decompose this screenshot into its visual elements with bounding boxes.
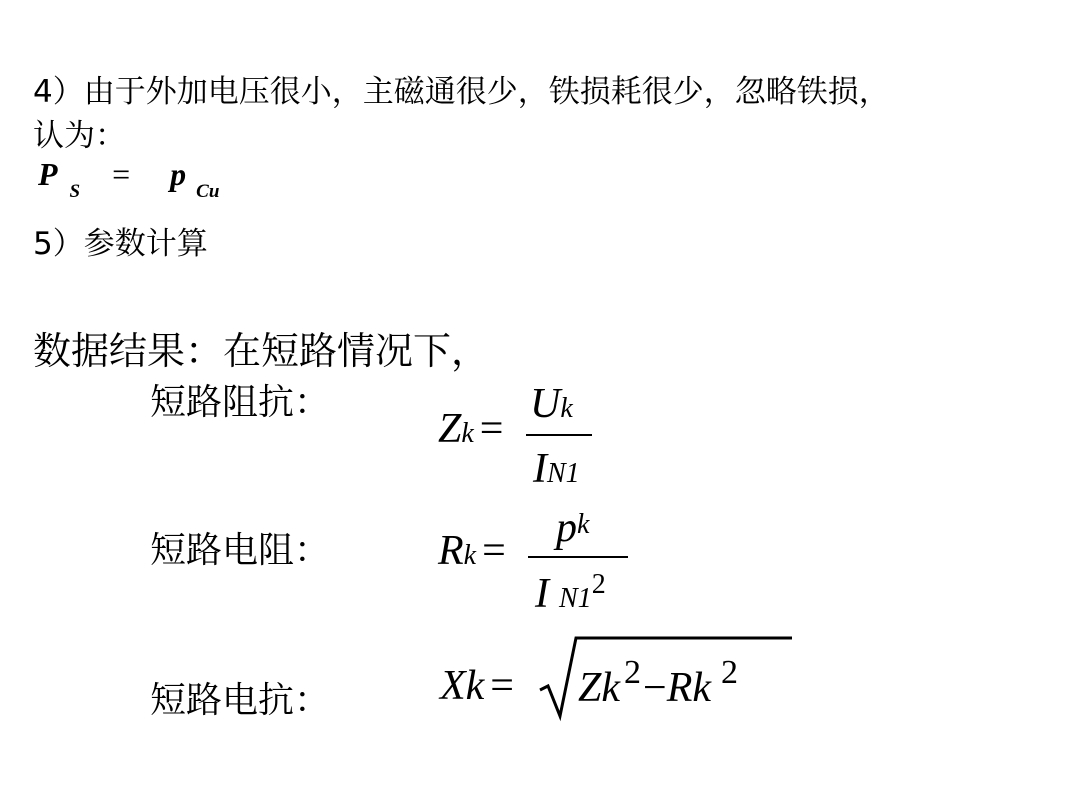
item4-line2: 认为： <box>33 118 126 154</box>
pcu-symbol: p <box>170 156 187 192</box>
zk-den-symbol: I <box>533 446 547 492</box>
rk-denominator <box>535 570 606 618</box>
rk-lhs <box>438 527 506 575</box>
zk-lhs <box>438 405 503 453</box>
xk-term2: Rk <box>666 665 711 711</box>
xk-term1-superscript: 2 <box>624 654 641 691</box>
zk-num-symbol: U <box>530 381 561 427</box>
zk-den-subscript-text: N1 <box>547 458 580 489</box>
xk-minus: − <box>643 665 667 711</box>
zk-equals: = <box>479 406 504 452</box>
rk-den-superscript: 2 <box>591 569 606 600</box>
zk-label: 短路阻抗： <box>150 382 331 423</box>
zk-denominator <box>533 445 580 493</box>
rk-lhs-subscript: k <box>463 540 477 571</box>
rk-equals: = <box>482 528 506 574</box>
results-heading: 数据结果：在短路情况下， <box>33 329 490 373</box>
zk-num-subscript: k <box>560 393 573 424</box>
rk-num-symbol: p <box>556 505 577 551</box>
rk-den-symbol: I <box>535 571 549 617</box>
xk-term1: Zk <box>578 665 620 711</box>
zk-lhs-subscript: k <box>461 418 474 449</box>
xk-lhs-symbol: Xk <box>440 663 485 709</box>
rk-lhs-symbol: R <box>438 528 464 574</box>
zk-den-subscript <box>547 458 580 489</box>
rk-numerator <box>556 504 589 552</box>
xk-label: 短路电抗： <box>150 680 331 721</box>
rk-den-subscript: N1 <box>559 583 592 614</box>
formula-ps <box>38 156 220 202</box>
pcu-subscript: Cu <box>196 181 220 202</box>
item5-text: 5）参数计算 <box>33 226 208 262</box>
item4-line1: 4）由于外加电压很小，主磁通很少，铁损耗很少，忽略铁损， <box>33 74 890 110</box>
rk-fraction-bar <box>528 556 628 558</box>
ps-equals: = <box>112 156 131 192</box>
xk-lhs <box>440 662 514 710</box>
zk-lhs-symbol: Z <box>438 406 462 452</box>
zk-fraction-bar <box>526 434 592 436</box>
ps-subscript: S <box>69 181 81 202</box>
rk-num-subscript: k <box>577 509 590 540</box>
xk-term2-superscript: 2 <box>720 654 738 691</box>
ps-symbol: P <box>38 156 58 192</box>
xk-radicand <box>578 654 738 712</box>
xk-equals: = <box>490 663 514 709</box>
rk-label: 短路电阻： <box>150 530 331 571</box>
zk-numerator <box>530 380 573 428</box>
